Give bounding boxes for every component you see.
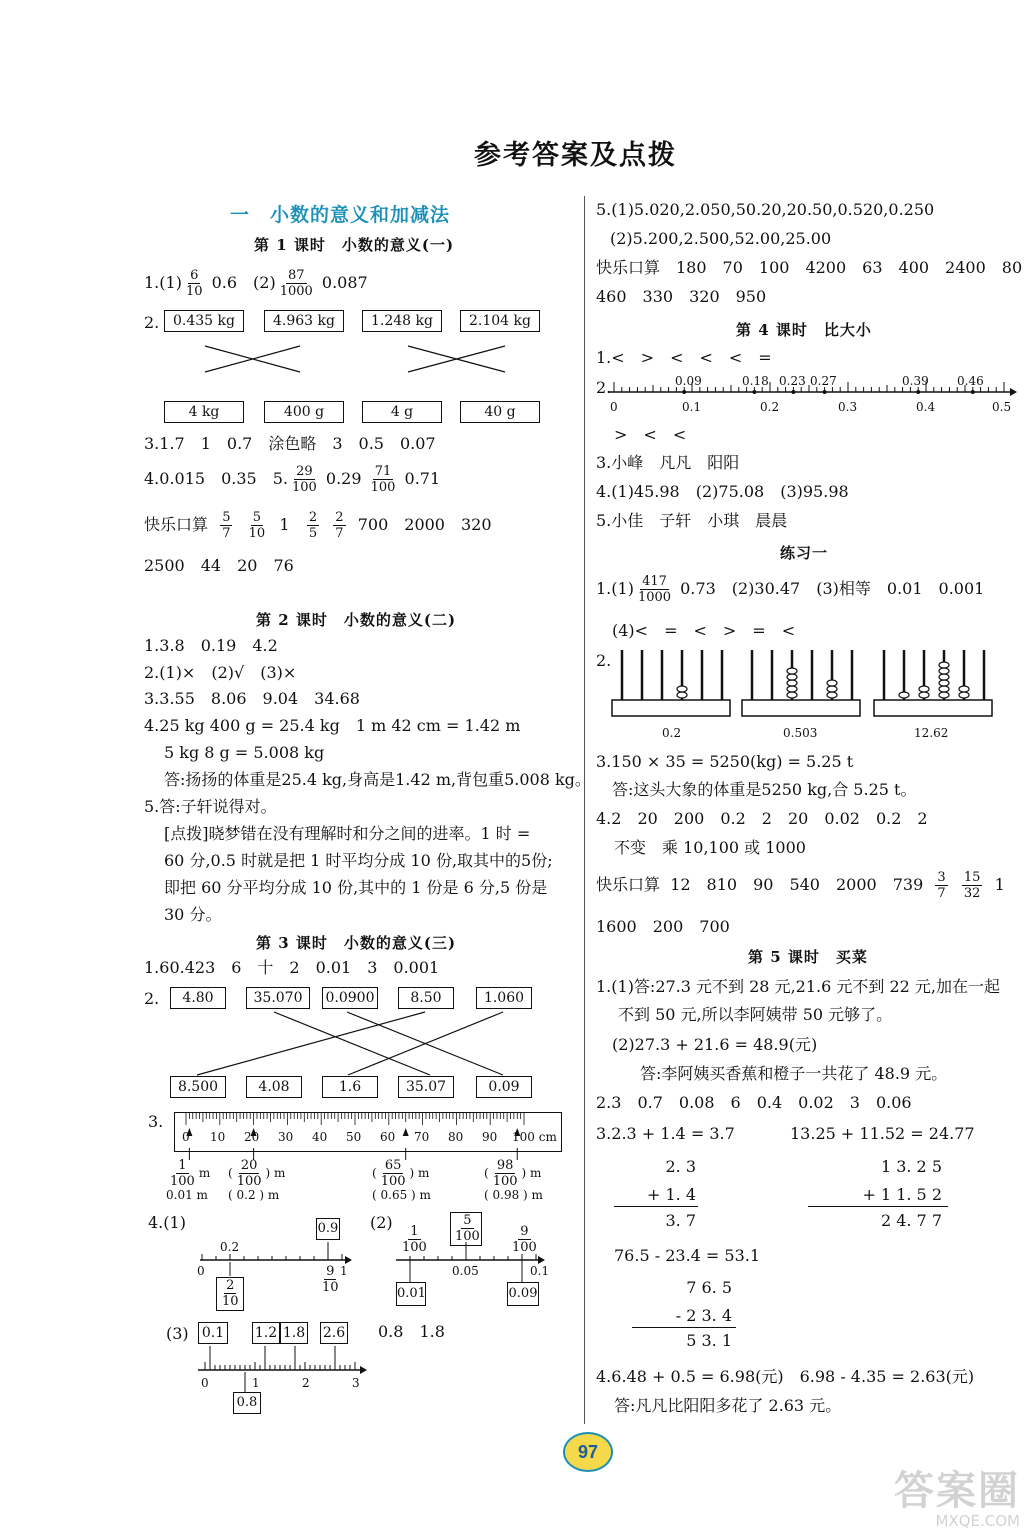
nl-fraction: $\frac{1}{100}$ (402, 1224, 427, 1255)
l1-kuaile-line2: 2500 44 20 76 (144, 556, 294, 575)
vertical-calc: 3. 7 (665, 1211, 696, 1230)
abacus-bead (787, 674, 797, 680)
weight-box: 0.435 kg (164, 310, 244, 332)
fraction: $\frac{2}{7}$ (335, 510, 344, 541)
text-line: 30 分。 (164, 905, 222, 924)
decimal-box: 4.08 (246, 1076, 302, 1098)
kuaile-values: 700 2000 320 (357, 515, 492, 534)
kuaile-value: 1 (994, 875, 1005, 894)
vertical-calc: 2. 3 (665, 1157, 696, 1176)
vertical-calc: + 1. 4 (646, 1185, 696, 1204)
fraction: $\frac{5}{7}$ (222, 510, 231, 541)
abacus-bead (959, 692, 969, 698)
l1-q1-b: 0.6 (2) (211, 273, 276, 292)
vertical-calc: + 1 1. 5 2 (862, 1185, 942, 1204)
abacus-label: 12.62 (914, 726, 949, 740)
calc-line (808, 1206, 948, 1207)
l3-q4-1-label: 4.(1) (148, 1213, 186, 1232)
text-line: 2.(1)× (2)√ (3)× (144, 663, 297, 682)
nl-label: 0.05 (452, 1264, 479, 1278)
ruler-label: 10 (210, 1130, 226, 1144)
ruler-label: 70 (414, 1130, 430, 1144)
text-line: 3.小峰 凡凡 阳阳 (596, 453, 740, 472)
nl-bottom-label: 0.5 (992, 400, 1012, 414)
abacus-base (874, 700, 992, 716)
l5-q4-answer: 答:凡凡比阳阳多花了 2.63 元。 (614, 1396, 842, 1415)
kuaile-value: 1 (279, 515, 290, 534)
abacus-bead (939, 674, 949, 680)
lesson1-heading: 第 1 课时 小数的意义(一) (254, 236, 455, 254)
lesson2-heading: 第 2 课时 小数的意义(二) (256, 611, 457, 629)
decimal-box: 35.07 (398, 1076, 454, 1098)
ruler-label: 0 (182, 1130, 190, 1144)
text-line: 不变 乘 10,100 或 1000 (614, 838, 806, 857)
l3-q3-label: 3. (148, 1112, 164, 1131)
text-line: 不到 50 元,所以李阿姨带 50 元够了。 (618, 1005, 893, 1024)
text-line: [点拨]晓梦错在没有理解时和分之间的进率。1 时 = (164, 824, 531, 843)
abacus-bead (939, 662, 949, 668)
abacus-bead (959, 686, 969, 692)
text-line: 答:扬扬的体重是25.4 kg,身高是1.42 m,背包重5.008 kg。 (164, 770, 591, 789)
text-line: 快乐口算 180 70 100 4200 63 400 2400 80 (596, 258, 1023, 277)
ex1-q1-a: 1.(1) (596, 579, 634, 598)
text-line: 3.3.55 8.06 9.04 34.68 (144, 689, 360, 708)
weight-box: 4.963 kg (264, 310, 344, 332)
answer-box: 0.09 (507, 1282, 539, 1306)
ruler-decimal: 0.01 m (166, 1188, 208, 1202)
ex1-kuaile-line2: 1600 200 700 (596, 917, 730, 936)
decimal-box: 1.060 (476, 987, 532, 1009)
nl-label: 2 (302, 1376, 310, 1390)
abacus-bead (939, 686, 949, 692)
ex1-q1-line2: (4)< = < > = < (612, 621, 796, 640)
ruler-decimal: ( 0.2 ) m (228, 1188, 280, 1202)
abacus-bead (939, 668, 949, 674)
l1-q1-c: 0.087 (321, 273, 368, 292)
exercise1-heading: 练习一 (780, 544, 829, 562)
l1-q4-a: 4.0.015 0.35 5. (144, 469, 288, 488)
abacus-bead (919, 686, 929, 692)
nl-bottom-label: 0.1 (682, 400, 702, 414)
l3-q4-3-answer: 0.8 1.8 (378, 1322, 445, 1341)
decimal-box: 4.80 (170, 987, 226, 1009)
ruler-fraction: $\frac{1}{100}$ m (170, 1158, 211, 1189)
nl-label: 0.1 (530, 1264, 550, 1278)
vertical-calc: - 2 3. 4 (675, 1306, 732, 1325)
l5-q3-eq3: 76.5 - 23.4 = 53.1 (614, 1246, 761, 1265)
l3-q2-label: 2. (144, 989, 160, 1008)
abacus-bead (939, 680, 949, 686)
abacus-base (612, 700, 730, 716)
text-line: (2)27.3 + 21.6 = 48.9(元) (612, 1035, 818, 1054)
abacus-bead (919, 692, 929, 698)
answer-box: 2.6 (320, 1322, 348, 1344)
l3-q1: 1.60.423 6 十 2 0.01 3 0.001 (144, 958, 440, 977)
vertical-calc: 1 3. 2 5 (880, 1157, 942, 1176)
decimal-box: 8.50 (398, 987, 454, 1009)
answer-box: 0.1 (198, 1322, 228, 1344)
fraction: $\frac{15}{32}$ (963, 870, 981, 901)
nl-top-label: 0.27 (810, 374, 837, 388)
fraction: $\frac{417}{1000}$ (637, 574, 672, 605)
weight-box: 4 kg (164, 401, 244, 423)
abacus-bead (677, 692, 687, 698)
decimal-box: 0.0900 (322, 987, 378, 1009)
ex1-q1-b: 0.73 (2)30.47 (3)相等 0.01 0.001 (680, 579, 985, 598)
ruler-fraction: ( $\frac{98}{100}$ ) m (484, 1158, 542, 1189)
ruler-label: 80 (448, 1130, 464, 1144)
weight-box: 1.248 kg (362, 310, 442, 332)
nl-bottom-label: 0 (610, 400, 618, 414)
text-line: 5.小佳 子轩 小琪 晨晨 (596, 511, 788, 530)
answer-box: 0.9 (316, 1218, 340, 1240)
text-line: 答:这头大象的体重是5250 kg,合 5.25 t。 (612, 780, 917, 799)
nl-label: 1 (340, 1264, 348, 1278)
ruler-decimal: ( 0.65 ) m (372, 1188, 431, 1202)
calc-line (614, 1206, 698, 1207)
kuaile-label: 快乐口算 (144, 515, 209, 534)
ruler-label: 60 (380, 1130, 396, 1144)
vertical-calc: 5 3. 1 (686, 1331, 732, 1350)
page-number: 97 (563, 1432, 613, 1472)
decimal-box: 35.070 (246, 987, 310, 1009)
text-line: 5.(1)5.020,2.050,50.20,20.50,0.520,0.250 (596, 200, 935, 219)
abacus-label: 0.503 (783, 726, 818, 740)
answer-box: 0.8 (233, 1392, 261, 1414)
fraction: $\frac{71}{100}$ (370, 464, 396, 495)
kuaile-label: 快乐口算 (596, 875, 661, 894)
text-line: 答:李阿姨买香蕉和橙子一共花了 48.9 元。 (640, 1064, 948, 1083)
calc-line (632, 1327, 736, 1328)
abacus-base (742, 700, 860, 716)
text-line: 60 分,0.5 时就是把 1 时平均分成 10 份,取其中的5份; (164, 851, 553, 870)
text-line: 4.(1)45.98 (2)75.08 (3)95.98 (596, 482, 849, 501)
text-line: 即把 60 分平均分成 10 份,其中的 1 份是 6 分,5 份是 (164, 878, 548, 897)
vertical-calc: 2 4. 7 7 (880, 1211, 942, 1230)
lesson3-heading: 第 3 课时 小数的意义(三) (256, 934, 457, 952)
ex1-kuaile (596, 870, 1005, 901)
nl-label: 0 (201, 1376, 209, 1390)
l5-q3-eq1: 3.2.3 + 1.4 = 3.7 (596, 1124, 735, 1143)
kuaile-values: 12 810 90 540 2000 739 (670, 875, 924, 894)
l3-q4-3-label: (3) (166, 1324, 189, 1343)
answer-box: 1.8 (280, 1322, 308, 1344)
lesson4-heading: 第 4 课时 比大小 (736, 321, 872, 339)
decimal-box: 1.6 (322, 1076, 378, 1098)
nl-fraction: $\frac{9}{100}$ (512, 1224, 537, 1255)
abacus-bead (939, 692, 949, 698)
nl-label: 1 (252, 1376, 260, 1390)
abacus-bead (787, 680, 797, 686)
weight-box: 400 g (264, 401, 344, 423)
l4-q2-label: 2. (596, 378, 612, 397)
nl-top-label: 0.23 (779, 374, 806, 388)
fraction: $\frac{87}{1000}$ (279, 268, 313, 299)
l1-q2-label: 2. (144, 313, 160, 332)
abacus-bead (827, 692, 837, 698)
text-line: 1.(1)答:27.3 元不到 28 元,21.6 元不到 22 元,加在一起 (596, 977, 1000, 996)
text-line: 2.3 0.7 0.08 6 0.4 0.02 3 0.06 (596, 1093, 912, 1112)
fraction: $\frac{5}{10}$ (248, 510, 266, 541)
abacus-label: 0.2 (662, 726, 682, 740)
nl-top-label: 0.39 (902, 374, 929, 388)
text-line: 4.25 kg 400 g = 25.4 kg 1 m 42 cm = 1.42 m (144, 716, 521, 735)
text-line: 4.2 20 200 0.2 2 20 0.02 0.2 2 (596, 809, 928, 828)
nl-top-label: 0.09 (675, 374, 702, 388)
vertical-calc: 7 6. 5 (686, 1278, 732, 1297)
nl-top-label: 0.18 (742, 374, 769, 388)
fraction: $\frac{29}{100}$ (291, 464, 317, 495)
nl-bottom-label: 0.4 (916, 400, 936, 414)
ruler-fraction: ( $\frac{20}{100}$ ) m (228, 1158, 286, 1189)
nl-bottom-label: 0.2 (760, 400, 780, 414)
ruler-label: 40 (312, 1130, 328, 1144)
l5-q3-eq2: 13.25 + 11.52 = 24.77 (790, 1124, 975, 1143)
ruler-fraction: ( $\frac{65}{100}$ ) m (372, 1158, 430, 1189)
abacus-bead (827, 686, 837, 692)
unit-title: 一 小数的意义和加减法 (230, 204, 451, 226)
answer-box: $\frac{2}{10}$ (216, 1277, 244, 1311)
fraction: $\frac{6}{10}$ (185, 268, 203, 299)
page-title: 参考答案及点拨 (474, 140, 677, 171)
answer-box: 1.2 (252, 1322, 280, 1344)
nl-bottom-label: 0.3 (838, 400, 858, 414)
ruler-label: 90 (482, 1130, 498, 1144)
weight-box: 40 g (460, 401, 540, 423)
answer-box: $\frac{5}{100}$ (450, 1212, 482, 1246)
weight-box: 4 g (362, 401, 442, 423)
l1-q1-a: 1.(1) (144, 273, 182, 292)
text-line: 5 kg 8 g = 5.008 kg (164, 743, 325, 762)
ruler-label: 100 cm (512, 1130, 557, 1144)
decimal-box: 8.500 (170, 1076, 226, 1098)
abacus-bead (827, 680, 837, 686)
nl-label: 3 (352, 1376, 360, 1390)
text-line: 1.3.8 0.19 4.2 (144, 636, 278, 655)
nl-top-label: 0.46 (957, 374, 984, 388)
abacus-bead (899, 692, 909, 698)
decimal-box: 0.09 (476, 1076, 532, 1098)
ruler-label: 20 (244, 1130, 260, 1144)
l1-q4-c: 0.71 (404, 469, 441, 488)
l3-q4-2-label: (2) (370, 1213, 393, 1232)
ruler-label: 30 (278, 1130, 294, 1144)
fraction: $\frac{3}{7}$ (937, 870, 946, 901)
answer-box: 0.01 (396, 1282, 426, 1306)
abacus-bead (677, 686, 687, 692)
watermark-logo: 答案圈 MXQE.COM (894, 1468, 1020, 1530)
text-line: 460 330 320 950 (596, 287, 767, 306)
ex1-q2-label: 2. (596, 651, 612, 670)
fraction: $\frac{2}{5}$ (308, 510, 318, 541)
abacus-bead (787, 692, 797, 698)
nl-label: 0.2 (220, 1240, 240, 1254)
ruler-label: 50 (346, 1130, 362, 1144)
weight-box: 2.104 kg (460, 310, 540, 332)
l5-q4: 4.6.48 + 0.5 = 6.98(元) 6.98 - 4.35 = 2.63(元) (596, 1367, 975, 1386)
text-line: (2)5.200,2.500,52.00,25.00 (610, 229, 832, 248)
abacus-bead (787, 686, 797, 692)
lesson5-heading: 第 5 课时 买菜 (748, 948, 868, 966)
l1-q4-b: 0.29 (325, 469, 362, 488)
nl-fraction: $\frac{9}{10}$ (322, 1264, 339, 1295)
l4-q1: 1.< > < < < = (596, 348, 772, 367)
ruler-decimal: ( 0.98 ) m (484, 1188, 543, 1202)
l4-q2-line2: > < < (614, 425, 687, 444)
text-line: 5.答:子轩说得对。 (144, 797, 277, 816)
text-line: 3.150 × 35 = 5250(kg) = 5.25 t (596, 752, 854, 771)
abacus-bead (787, 668, 797, 674)
l1-q3: 3.1.7 1 0.7 涂色略 3 0.5 0.07 (144, 434, 436, 453)
nl-label: 0 (197, 1264, 205, 1278)
